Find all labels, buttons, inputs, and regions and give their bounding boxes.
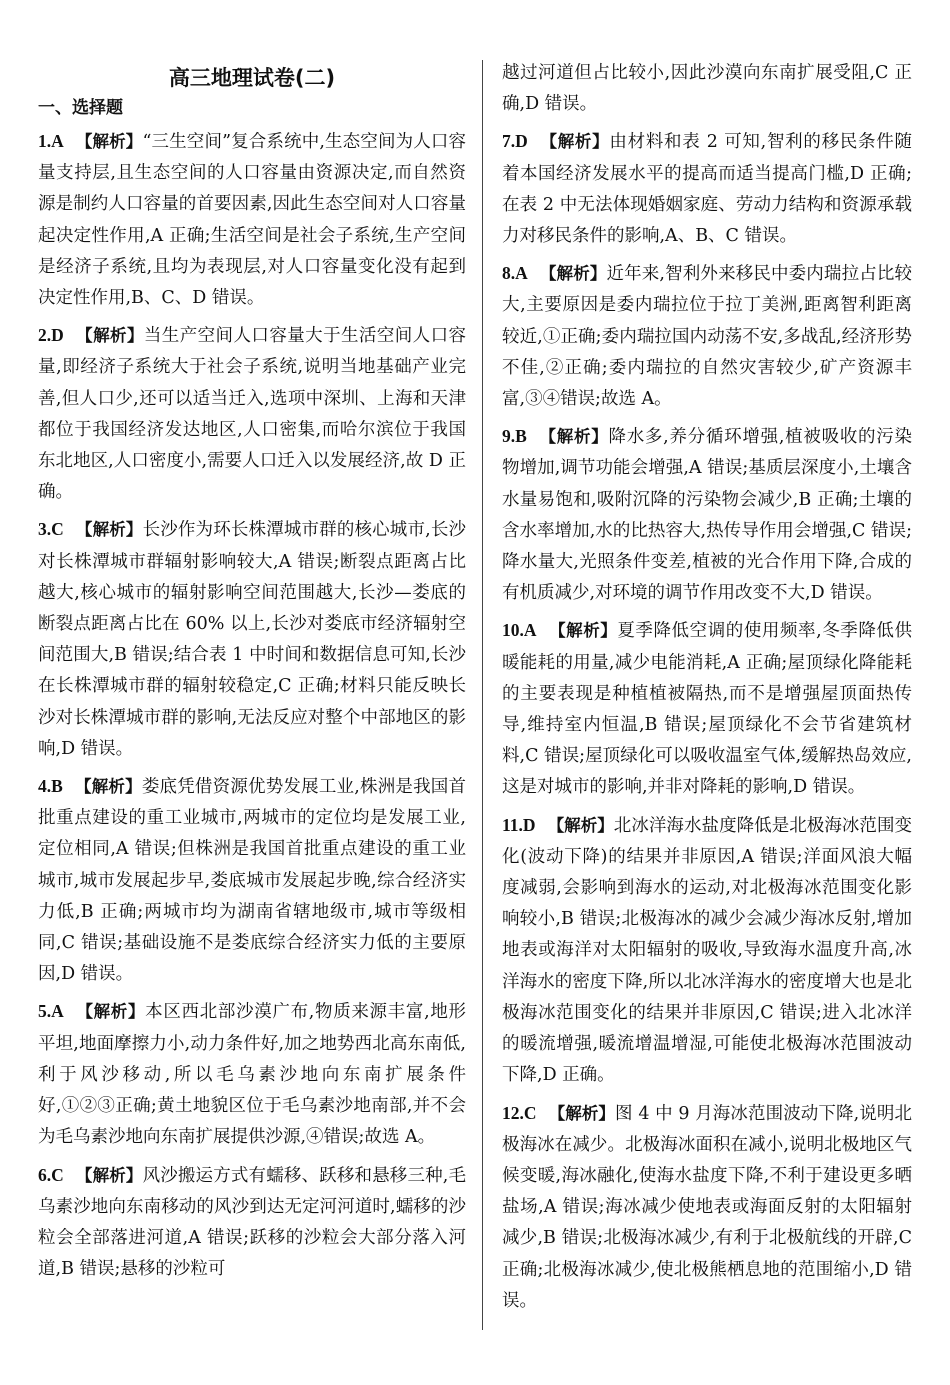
answer-item <box>38 996 466 1153</box>
analysis-tag: 【解析】 <box>548 621 618 641</box>
analysis-tag: 【解析】 <box>74 777 142 797</box>
answer-text: 近年来,智利外来移民中委内瑞拉占比较大,主要原因是委内瑞拉位于拉丁美洲,距离智利距离较近,①正确;委内瑞拉国内动荡不安,多战乱,经济形势不佳,②正确;委内瑞拉的自然灾害较少,矿产资源丰富,③④错误;故选 A。 <box>502 264 913 410</box>
analysis-tag: 【解析】 <box>75 132 143 151</box>
question-number: 5. <box>38 1001 52 1022</box>
answer-letter: D <box>522 814 536 835</box>
question-number: 1. <box>38 131 52 151</box>
answer-item <box>38 514 466 765</box>
analysis-tag: 【解析】 <box>75 326 144 346</box>
analysis-tag: 【解析】 <box>75 520 143 540</box>
right-column <box>502 58 912 1323</box>
answer-text: 降水多,养分循环增强,植被吸收的污染物增加,调节功能会增强,A 错误;基质层深度小,土壤含水量易饱和,吸附沉降的污染物会减少,B 正确;土壤的含水率增加,水的比热容大,热传导作用会增强,C 错误;降水量大,光照条件变差,植被的光合作用下降,合成的有机质减少,对环境的调节作用改变不大,D 错误。 <box>502 427 913 604</box>
page-title: 高三地理试卷(二) <box>168 66 336 90</box>
question-number: 12. <box>502 1102 524 1123</box>
answer-letter: A <box>515 263 528 284</box>
answer-item <box>502 126 912 252</box>
answer-text: 越过河道但占比较小,因此沙漠向东南扩展受阻,C 正确,D 错误。 <box>502 63 912 115</box>
question-number: 9. <box>502 426 516 447</box>
answer-item <box>38 126 466 314</box>
question-number: 10. <box>502 620 524 641</box>
question-number: 11. <box>502 814 523 835</box>
answer-text: 风沙搬运方式有蠕移、跃移和悬移三种,毛乌素沙地向东南移动的风沙到达无定河河道时,蠕移的沙粒会全部落进河道,A 错误;跃移的沙粒会大部分落入河道,B 错误;悬移的沙粒可 <box>38 1165 467 1280</box>
answer-letter: C <box>51 1164 64 1185</box>
answer-item <box>502 615 912 803</box>
answer-text: 夏季降低空调的使用频率,冬季降低供暖能耗的用量,减少电能消耗,A 正确;屋顶绿化降能耗的主要表现是种植植被隔热,而不是增强屋顶面热传导,维持室内恒温,B 错误;屋顶绿化不会节省建筑材料,C 错误;屋顶绿化可以吸收温室气体,缓解热岛效应,这是对城市的影响,并非对降耗的影响,D 错误。 <box>502 621 913 798</box>
section-heading: 一、选择题 <box>38 98 123 118</box>
answer-text: 本区西北部沙漠广布,物质来源丰富,地形平坦,地面摩擦力小,动力条件好,加之地势西北高东南低,利于风沙移动,所以毛乌素沙地向东南扩展条件好,①②③正确;黄土地貌区位于毛乌素沙地南部,并不会为毛乌素沙地向东南扩展提供沙源,④错误;故选 A。 <box>38 1002 467 1148</box>
answer-item <box>502 258 912 415</box>
answer-item <box>38 771 466 990</box>
analysis-tag: 【解析】 <box>548 1103 616 1123</box>
question-number: 3. <box>38 519 52 540</box>
answer-letter: A <box>523 620 537 641</box>
answer-letter: A <box>51 131 64 151</box>
analysis-tag: 【解析】 <box>539 132 610 152</box>
answer-text: 当生产空间人口容量大于生活空间人口容量,即经济子系统大于社会子系统,说明当地基础产业完善,但人口少,还可以适当迁入,选项中深圳、上海和天津都位于我国经济发达地区,人口密集,而哈尔滨位于我国东北地区,人口密度小,需要人口迁入以发展经济,故 D 正确。 <box>38 326 467 503</box>
analysis-tag: 【解析】 <box>75 1002 146 1022</box>
answer-letter: B <box>51 776 63 797</box>
column-divider <box>482 60 483 1330</box>
answer-text: 娄底凭借资源优势发展工业,株洲是我国首批重点建设的重工业城市,两城市的定位均是发展工业,定位相同,A 错误;但株洲是我国首批重点建设的重工业城市,城市发展起步早,娄底城市发展起步晚,综合经济实力低,B 正确;两城市均为湖南省辖地级市,城市等级相同,C 错误;基础设施不是娄底综合经济实力低的主要原因,D 错误。 <box>38 777 467 985</box>
analysis-tag: 【解析】 <box>75 1165 143 1185</box>
right-question-list <box>502 58 912 1317</box>
answer-text: 由材料和表 2 可知,智利的移民条件随着本国经济发展水平的提高而适当提高门槛,D 正确;在表 2 中无法体现婚姻家庭、劳动力结构和资源承载力对移民条件的影响,A、B、C 错误。 <box>502 132 913 247</box>
answer-text: “三生空间”复合系统中,生态空间为人口容量支持层,且生态空间的人口容量由资源决定,而自然资源是制约人口容量的首要因素,因此生态空间对人口容量起决定性作用,A 正确;生活空间是社会子系统,生产空间是经济子系统,且均为表现层,对人口容量变化没有起到决定性作用,B、C、D 错误。 <box>38 132 466 309</box>
answer-text: 北冰洋海水盐度降低是北极海冰范围变化(波动下降)的结果并非原因,A 错误;洋面风浪大幅度减弱,会影响到海水的运动,对北极海冰范围变化影响较小,B 错误;北极海冰的减少会减少海冰反射,增加地表或海洋对太阳辐射的吸收,导致海水温度升高,冰洋海水的密度下降,所以北冰洋海水的密度增大也是北极海冰范围变化的结果并非原因,C 错误;进入北冰洋的暖流增强,暖流增温增湿,可能使北极海冰范围波动下降,D 正确。 <box>502 815 913 1086</box>
analysis-tag: 【解析】 <box>547 815 614 835</box>
question-number: 4. <box>38 776 52 797</box>
analysis-tag: 【解析】 <box>539 264 607 284</box>
answer-letter: B <box>515 426 527 447</box>
answer-text: 长沙作为环长株潭城市群的核心城市,长沙对长株潭城市群辐射影响较大,A 错误;断裂点距离占比越大,核心城市的辐射影响空间范围越大,长沙—娄底的断裂点距离占比在 60% 以上,长沙对娄底市经济辐射空间范围大,B 错误;结合表 1 中时间和数据信息可知,长沙在长株潭城市群的辐射较稳定,C 正确;材料只能反映长沙对长株潭城市群的影响,无法反应对整个中部地区的影响,D 错误。 <box>38 520 467 759</box>
answer-letter: A <box>51 1001 64 1022</box>
answer-item <box>502 58 912 120</box>
answer-letter: C <box>51 519 64 540</box>
answer-item <box>38 1160 466 1286</box>
question-number: 7. <box>502 131 516 152</box>
question-number: 8. <box>502 263 516 284</box>
answer-text: 图 4 中 9 月海冰范围波动下降,说明北极海冰在减少。北极海冰面积在减小,说明北极地区气候变暖,海冰融化,使海水盐度下降,不利于建设更多晒盐场,A 错误;海冰减少使地表或海面反射的太阳辐射减少,B 错误;北极海冰减少,有利于北极航线的开辟,C 正确;北极海冰减少,使北极熊栖息地的范围缩小,D 错误。 <box>502 1103 912 1311</box>
question-number: 2. <box>38 325 52 346</box>
answer-letter: D <box>51 325 64 346</box>
left-column <box>38 64 466 1291</box>
answer-letter: D <box>515 131 528 152</box>
question-number: 6. <box>38 1164 52 1185</box>
answer-item <box>502 810 912 1092</box>
answer-item <box>502 1098 912 1317</box>
answer-item <box>38 320 466 508</box>
answer-letter: C <box>523 1102 537 1123</box>
answer-item <box>502 421 912 609</box>
analysis-tag: 【解析】 <box>538 427 609 447</box>
left-question-list <box>38 126 466 1285</box>
